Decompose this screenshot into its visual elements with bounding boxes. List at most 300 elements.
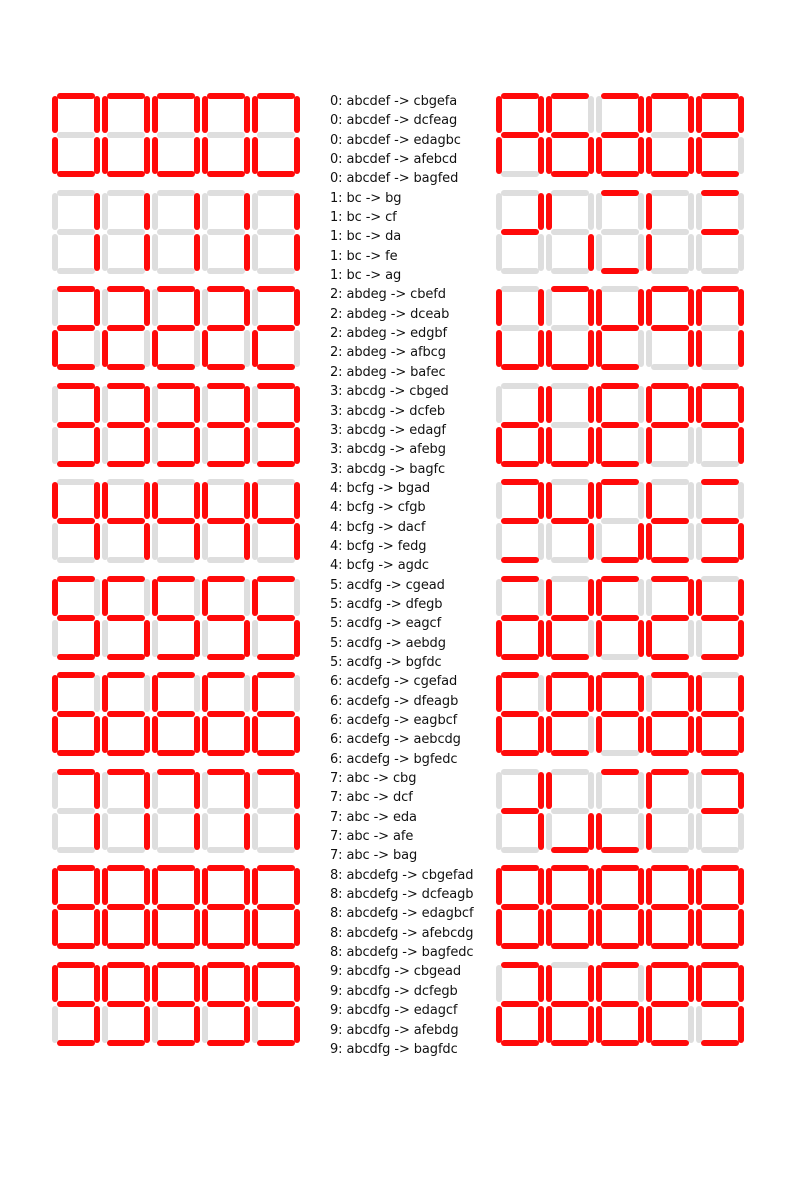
seven-segment-digit (202, 769, 250, 853)
segment-f (52, 675, 58, 712)
segment-c (688, 813, 694, 850)
segment-mapping-list (330, 92, 473, 1059)
mapping-line: 5: acdfg -> dfegb (330, 596, 443, 612)
segment-a (257, 93, 295, 99)
segment-d (501, 750, 539, 756)
segment-a (207, 672, 245, 678)
segment-a (57, 93, 95, 99)
segment-e (696, 234, 702, 271)
segment-a (701, 479, 739, 485)
segment-d (601, 171, 639, 177)
segment-f (52, 386, 58, 423)
segment-f (52, 96, 58, 133)
segment-b (94, 965, 100, 1002)
segment-b (194, 289, 200, 326)
segment-c (94, 427, 100, 464)
seven-segment-digit (252, 576, 300, 660)
segment-d (107, 364, 145, 370)
segment-d (551, 461, 589, 467)
segment-c (194, 716, 200, 753)
segment-g (207, 132, 245, 138)
segment-c (194, 523, 200, 560)
segment-e (52, 813, 58, 850)
segment-b (588, 868, 594, 905)
segment-b (244, 675, 250, 712)
segment-a (501, 93, 539, 99)
segment-a (207, 286, 245, 292)
segment-e (596, 716, 602, 753)
segment-g (501, 132, 539, 138)
segment-b (94, 289, 100, 326)
segment-d (601, 557, 639, 563)
segment-a (57, 286, 95, 292)
segment-c (194, 234, 200, 271)
segment-b (94, 193, 100, 230)
seven-segment-digit (202, 962, 250, 1046)
mapping-line: 1: bc -> cf (330, 210, 397, 226)
segment-a (601, 479, 639, 485)
segment-c (194, 909, 200, 946)
seven-segment-digit (102, 769, 150, 853)
seven-segment-digit (152, 962, 200, 1046)
segment-a (551, 672, 589, 678)
right-display-row-7 (496, 769, 751, 866)
segment-e (202, 234, 208, 271)
segment-f (102, 96, 108, 133)
segment-a (57, 672, 95, 678)
segment-b (738, 289, 744, 326)
segment-c (738, 1006, 744, 1043)
segment-e (252, 137, 258, 174)
segment-b (538, 289, 544, 326)
segment-b (688, 772, 694, 809)
seven-segment-digit (546, 93, 594, 177)
segment-g (107, 229, 145, 235)
segment-g (701, 615, 739, 621)
segment-f (252, 675, 258, 712)
segment-d (207, 1040, 245, 1046)
segment-a (107, 576, 145, 582)
segment-c (94, 620, 100, 657)
segment-f (202, 675, 208, 712)
segment-g (701, 711, 739, 717)
segment-f (152, 386, 158, 423)
segment-d (257, 171, 295, 177)
segment-b (688, 386, 694, 423)
segment-a (157, 672, 195, 678)
segment-d (57, 364, 95, 370)
segment-d (551, 557, 589, 563)
segment-d (57, 171, 95, 177)
segment-b (738, 965, 744, 1002)
segment-c (144, 523, 150, 560)
segment-c (144, 620, 150, 657)
segment-b (588, 772, 594, 809)
segment-f (152, 193, 158, 230)
segment-e (152, 330, 158, 367)
segment-f (696, 96, 702, 133)
segment-c (144, 813, 150, 850)
segment-b (144, 772, 150, 809)
segment-f (252, 482, 258, 519)
segment-c (294, 813, 300, 850)
segment-g (257, 1001, 295, 1007)
seven-segment-digit (496, 93, 544, 177)
segment-f (102, 965, 108, 1002)
seven-segment-digit (52, 672, 100, 756)
seven-segment-digit (252, 479, 300, 563)
segment-g (57, 518, 95, 524)
segment-a (57, 962, 95, 968)
segment-b (588, 193, 594, 230)
segment-d (701, 364, 739, 370)
segment-a (701, 383, 739, 389)
segment-f (496, 96, 502, 133)
segment-f (696, 965, 702, 1002)
seven-segment-digit (596, 383, 644, 467)
mapping-line: 5: acdfg -> cgead (330, 577, 445, 593)
segment-d (257, 654, 295, 660)
segment-d (107, 750, 145, 756)
segment-e (496, 137, 502, 174)
segment-d (701, 1040, 739, 1046)
segment-b (638, 772, 644, 809)
segment-e (252, 716, 258, 753)
segment-c (638, 813, 644, 850)
segment-g (157, 325, 195, 331)
segment-g (501, 904, 539, 910)
seven-segment-digit (496, 479, 544, 563)
segment-e (202, 620, 208, 657)
seven-segment-digit (696, 190, 744, 274)
segment-g (157, 518, 195, 524)
segment-e (252, 909, 258, 946)
segment-f (596, 579, 602, 616)
segment-e (102, 137, 108, 174)
segment-a (651, 962, 689, 968)
segment-g (651, 229, 689, 235)
segment-f (546, 579, 552, 616)
segment-f (546, 193, 552, 230)
segment-c (538, 330, 544, 367)
segment-b (738, 868, 744, 905)
mapping-line: 5: acdfg -> eagcf (330, 616, 442, 632)
segment-c (638, 909, 644, 946)
segment-a (551, 286, 589, 292)
segment-d (651, 654, 689, 660)
segment-a (257, 383, 295, 389)
segment-c (738, 523, 744, 560)
segment-g (207, 904, 245, 910)
seven-segment-digit (696, 769, 744, 853)
segment-e (646, 234, 652, 271)
mapping-line: 1: bc -> ag (330, 268, 402, 284)
seven-segment-digit (546, 383, 594, 467)
segment-f (52, 482, 58, 519)
segment-b (294, 96, 300, 133)
segment-f (102, 193, 108, 230)
segment-e (152, 716, 158, 753)
mapping-line: 2: abdeg -> dceab (330, 306, 450, 322)
segment-f (252, 868, 258, 905)
segment-d (107, 847, 145, 853)
segment-d (501, 171, 539, 177)
segment-d (651, 1040, 689, 1046)
segment-a (551, 865, 589, 871)
segment-c (638, 234, 644, 271)
segment-e (52, 330, 58, 367)
segment-a (651, 865, 689, 871)
segment-e (546, 137, 552, 174)
segment-b (144, 579, 150, 616)
segment-b (144, 482, 150, 519)
segment-f (496, 772, 502, 809)
mapping-line: 5: acdfg -> aebdg (330, 635, 446, 651)
segment-f (102, 868, 108, 905)
segment-d (551, 943, 589, 949)
segment-d (501, 654, 539, 660)
segment-e (102, 909, 108, 946)
mapping-line: 0: abcdef -> dcfeag (330, 113, 458, 129)
segment-e (252, 234, 258, 271)
segment-f (696, 386, 702, 423)
segment-a (701, 93, 739, 99)
segment-b (638, 482, 644, 519)
seven-segment-digit (646, 576, 694, 660)
segment-a (57, 769, 95, 775)
segment-c (588, 909, 594, 946)
segment-f (546, 868, 552, 905)
segment-a (551, 383, 589, 389)
segment-d (57, 847, 95, 853)
segment-f (646, 772, 652, 809)
segment-c (294, 909, 300, 946)
seven-segment-digit (52, 769, 100, 853)
segment-f (546, 482, 552, 519)
segment-g (501, 229, 539, 235)
segment-b (194, 386, 200, 423)
segment-f (496, 482, 502, 519)
segment-g (551, 615, 589, 621)
seven-segment-digit (202, 93, 250, 177)
segment-b (688, 965, 694, 1002)
seven-segment-digit (496, 190, 544, 274)
segment-f (102, 579, 108, 616)
mapping-line: 4: bcfg -> cfgb (330, 500, 426, 516)
segment-c (588, 813, 594, 850)
segment-e (252, 620, 258, 657)
segment-f (496, 289, 502, 326)
segment-f (646, 289, 652, 326)
segment-d (601, 943, 639, 949)
segment-g (651, 808, 689, 814)
segment-a (701, 286, 739, 292)
segment-c (638, 427, 644, 464)
seven-segment-digit (696, 576, 744, 660)
segment-e (152, 909, 158, 946)
segment-a (601, 769, 639, 775)
segment-f (202, 193, 208, 230)
seven-segment-digit (252, 93, 300, 177)
segment-d (651, 268, 689, 274)
segment-f (696, 868, 702, 905)
segment-e (52, 234, 58, 271)
segment-g (601, 132, 639, 138)
segment-b (94, 675, 100, 712)
segment-d (551, 268, 589, 274)
seven-segment-digit (696, 383, 744, 467)
segment-a (651, 383, 689, 389)
segment-f (496, 675, 502, 712)
segment-a (601, 672, 639, 678)
segment-b (144, 193, 150, 230)
left-display-row-9 (52, 962, 307, 1059)
segment-f (152, 579, 158, 616)
segment-a (651, 190, 689, 196)
segment-a (57, 190, 95, 196)
segment-a (207, 576, 245, 582)
mapping-line: 3: abcdg -> afebg (330, 442, 446, 458)
segment-a (107, 769, 145, 775)
segment-c (144, 909, 150, 946)
segment-e (202, 523, 208, 560)
segment-d (701, 943, 739, 949)
segment-g (701, 132, 739, 138)
segment-g (601, 229, 639, 235)
segment-e (646, 330, 652, 367)
segment-d (651, 943, 689, 949)
segment-b (294, 772, 300, 809)
segment-g (651, 132, 689, 138)
segment-a (601, 865, 639, 871)
right-display-row-4 (496, 479, 751, 576)
segment-f (252, 579, 258, 616)
segment-a (207, 962, 245, 968)
segment-d (501, 364, 539, 370)
segment-e (52, 909, 58, 946)
segment-c (638, 137, 644, 174)
right-display-row-8 (496, 865, 751, 962)
mapping-line: 0: abcdef -> cbgefa (330, 94, 458, 109)
segment-a (257, 479, 295, 485)
segment-d (57, 750, 95, 756)
segment-e (496, 427, 502, 464)
segment-c (538, 137, 544, 174)
segment-f (696, 482, 702, 519)
segment-g (501, 808, 539, 814)
segment-a (157, 93, 195, 99)
segment-d (157, 557, 195, 563)
segment-f (102, 289, 108, 326)
segment-b (294, 675, 300, 712)
segment-b (638, 289, 644, 326)
segment-g (257, 518, 295, 524)
segment-e (546, 427, 552, 464)
segment-g (257, 808, 295, 814)
seven-segment-digit (596, 576, 644, 660)
segment-b (144, 675, 150, 712)
segment-e (252, 1006, 258, 1043)
seven-segment-digit (646, 962, 694, 1046)
segment-g (551, 132, 589, 138)
seven-segment-digit (646, 479, 694, 563)
segment-f (646, 482, 652, 519)
segment-a (257, 962, 295, 968)
segment-g (207, 711, 245, 717)
segment-d (57, 1040, 95, 1046)
segment-f (202, 868, 208, 905)
segment-g (107, 518, 145, 524)
segment-f (252, 96, 258, 133)
segment-d (207, 268, 245, 274)
segment-e (696, 716, 702, 753)
segment-c (94, 716, 100, 753)
seven-segment-digit (252, 962, 300, 1046)
seven-segment-digit (202, 865, 250, 949)
seven-segment-digit (152, 93, 200, 177)
segment-g (257, 229, 295, 235)
segment-d (701, 557, 739, 563)
segment-g (57, 904, 95, 910)
segment-f (152, 965, 158, 1002)
left-display-row-5 (52, 576, 307, 673)
segment-g (601, 518, 639, 524)
segment-c (538, 909, 544, 946)
segment-b (294, 482, 300, 519)
segment-b (244, 96, 250, 133)
segment-d (501, 943, 539, 949)
segment-a (501, 576, 539, 582)
mapping-line: 4: bcfg -> bgad (330, 480, 431, 496)
segment-f (202, 386, 208, 423)
seven-segment-digit (252, 286, 300, 370)
seven-segment-digit (696, 286, 744, 370)
seven-segment-digit (496, 383, 544, 467)
segment-e (52, 716, 58, 753)
segment-f (102, 482, 108, 519)
segment-c (244, 234, 250, 271)
segment-f (496, 193, 502, 230)
segment-c (144, 427, 150, 464)
right-display-row-0 (496, 93, 751, 190)
seven-segment-digit (102, 576, 150, 660)
segment-a (601, 93, 639, 99)
seven-segment-digit (252, 383, 300, 467)
seven-segment-digit (496, 769, 544, 853)
segment-a (651, 672, 689, 678)
segment-d (257, 557, 295, 563)
segment-g (257, 711, 295, 717)
segment-a (701, 672, 739, 678)
seven-segment-digit (152, 865, 200, 949)
segment-b (144, 868, 150, 905)
seven-segment-digit (52, 576, 100, 660)
segment-a (651, 769, 689, 775)
segment-b (144, 289, 150, 326)
segment-b (194, 482, 200, 519)
segment-c (94, 909, 100, 946)
seven-segment-digit (202, 576, 250, 660)
original-digit-displays (52, 93, 307, 1058)
segment-e (596, 1006, 602, 1043)
segment-d (157, 847, 195, 853)
segment-f (546, 386, 552, 423)
segment-a (701, 769, 739, 775)
segment-d (207, 557, 245, 563)
segment-g (701, 422, 739, 428)
segment-d (651, 557, 689, 563)
segment-g (701, 1001, 739, 1007)
